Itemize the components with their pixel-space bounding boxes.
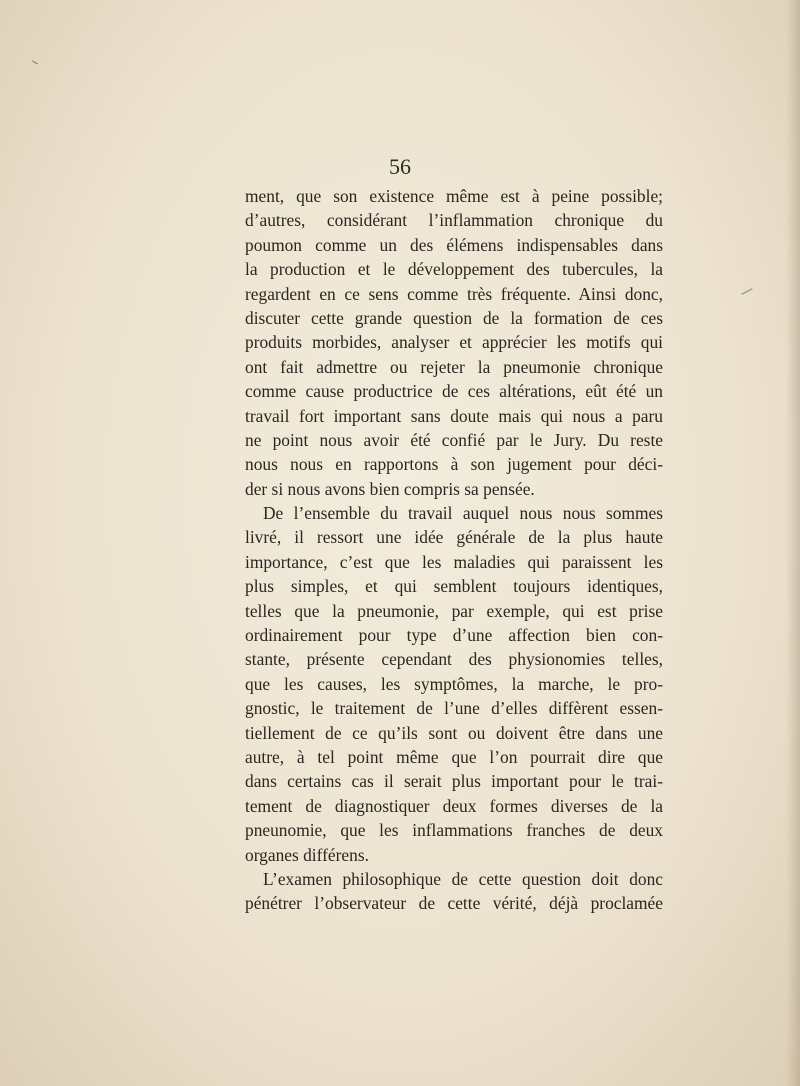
text-line: ment, que son existence même est à peine possible; [245, 186, 663, 206]
text-line: tement de diagnostiquer deux formes diverses de la [245, 795, 663, 816]
text-line: pneunomie, que les inflammations franches de deux [245, 820, 663, 841]
page-number: 56 [389, 154, 411, 179]
text-line: travail fort important sans doute mais qui nous a paru [245, 405, 663, 426]
text-line: poumon comme un des élémens indispensables dans [245, 234, 663, 255]
paragraph-end-line: der si nous avons bien compris sa pensée. [245, 478, 535, 499]
text-line: plus simples, et qui semblent toujours identiques, [245, 576, 663, 597]
text-line: autre, à tel point même que l’on pourrait dire que [245, 746, 663, 767]
text-line: ordinairement pour type d’une affection bien con- [245, 625, 663, 646]
text-line: nous nous en rapportons à son jugement pour déci- [245, 454, 663, 475]
text-line: pénétrer l’observateur de cette vérité, déjà proclamée [245, 893, 663, 914]
text-line: discuter cette grande question de la formation de ces [245, 307, 663, 328]
paragraph-start-line: De l’ensemble du travail auquel nous nous sommes [263, 503, 663, 524]
text-line: comme cause productrice de ces altérations, eût été un [245, 381, 663, 402]
text-line: livré, il ressort une idée générale de la plus haute [245, 527, 663, 548]
paragraph-end-line: organes différens. [245, 844, 369, 865]
paragraph-start-line: L’examen philosophique de cette question doit donc [263, 868, 663, 889]
text-line: gnostic, le traitement de l’une d’elles diffèrent essen- [245, 698, 663, 719]
text-line: produits morbides, analyser et apprécier les motifs qui [245, 332, 663, 353]
text-line: regardent en ce sens comme très fréquente. Ainsi donc, [245, 283, 663, 304]
text-line: tiellement de ce qu’ils sont ou doivent être dans une [245, 722, 663, 743]
ink-speck [32, 61, 38, 65]
text-line: importance, c’est que les maladies qui paraissent les [245, 551, 663, 572]
text-line: d’autres, considérant l’inflammation chronique du [245, 210, 663, 231]
body-text [245, 184, 663, 916]
text-line: ont fait admettre ou rejeter la pneumonie chronique [245, 356, 663, 377]
margin-pencil-mark [741, 288, 752, 295]
text-line: que les causes, les symptômes, la marche, le pro- [245, 673, 663, 694]
text-line: dans certains cas il serait plus important pour le trai- [245, 771, 663, 792]
text-line: stante, présente cependant des physionomies telles, [245, 649, 663, 670]
text-line: telles que la pneumonie, par exemple, qui est prise [245, 600, 663, 621]
text-line: la production et le développement des tubercules, la [245, 259, 663, 280]
text-line: ne point nous avoir été confié par le Jury. Du reste [245, 429, 663, 450]
